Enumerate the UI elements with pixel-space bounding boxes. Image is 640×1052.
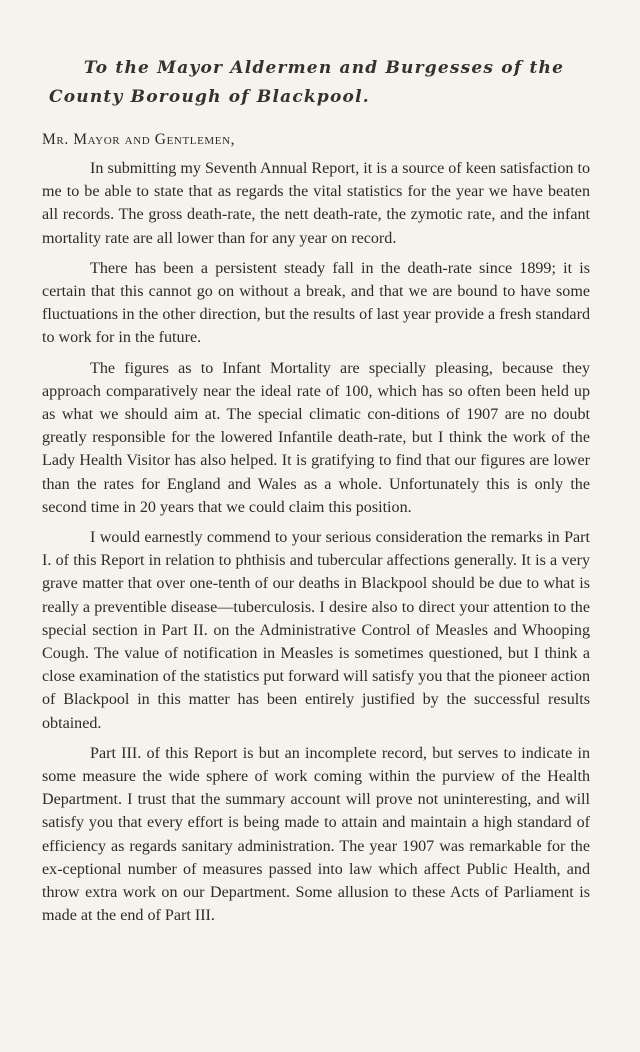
salutation: Mr. Mayor and Gentlemen, (42, 131, 236, 148)
address-heading-line-1: To the Mayor Aldermen and Burgesses of the (83, 58, 565, 78)
paragraph-3: The figures as to Infant Mortality are specially pleasing, because they approach comparatively near the ideal rate of 100, which has so often been held up as what we should aim at. The special climatic con-ditions of 1907 are no doubt greatly responsible for the lowered Infantile death-rate, but I think the work of the Lady Health Visitor has also helped. It is gratifying to find that our figures are lower than the rates for England and Wales as a whole. Unfortunately this is only the second time in 20 years that we could claim this position. (42, 359, 590, 516)
paragraph-4: I would earnestly commend to your serious consideration the remarks in Part I. of this Report in relation to phthisis and tubercular affections generally. It is a very grave matter that over one-tenth of our deaths in Blackpool should be due to what is really a preventible disease—tuberculosis. I desire also to direct your attention to the special section in Part II. on the Administrative Control of Measles and Whooping Cough. The value of notification in Measles is sometimes questioned, but I think a close examination of the statistics put forward will satisfy you that the pioneer action of Blackpool in this matter has been entirely justified by the successful results obtained. (42, 529, 590, 732)
paragraph-5: Part III. of this Report is but an incomplete record, but serves to indicate in some measure the wide sphere of work coming within the purview of the Health Department. I trust that the summary account will prove not uninteresting, and will satisfy you that every effort is being made to attain and maintain a high standard of efficiency as regards sanitary administration. The year 1907 was remarkable for the ex-ceptional number of measures passed into law which affect Public Health, and throw extra work on our Department. Some allusion to these Acts of Parliament is made at the end of Part III. (42, 744, 590, 925)
paragraph-1: In submitting my Seventh Annual Report, it is a source of keen satisfaction to me to be able to state that as regards the vital statistics for the year we have beaten all records. The gross death-rate, the nett death-rate, the zymotic rate, and the infant mortality rate are all lower than for any year on record. (42, 160, 590, 247)
address-heading-line-2: County Borough of Blackpool. (49, 87, 370, 107)
report-body (42, 157, 590, 935)
paragraph-2: There has been a persistent steady fall in the death-rate since 1899; it is certain that this cannot go on without a break, and that we are bound to have some fluctuations in the other direction, but the results of last year provide a fresh standard to work for in the future. (42, 259, 590, 347)
